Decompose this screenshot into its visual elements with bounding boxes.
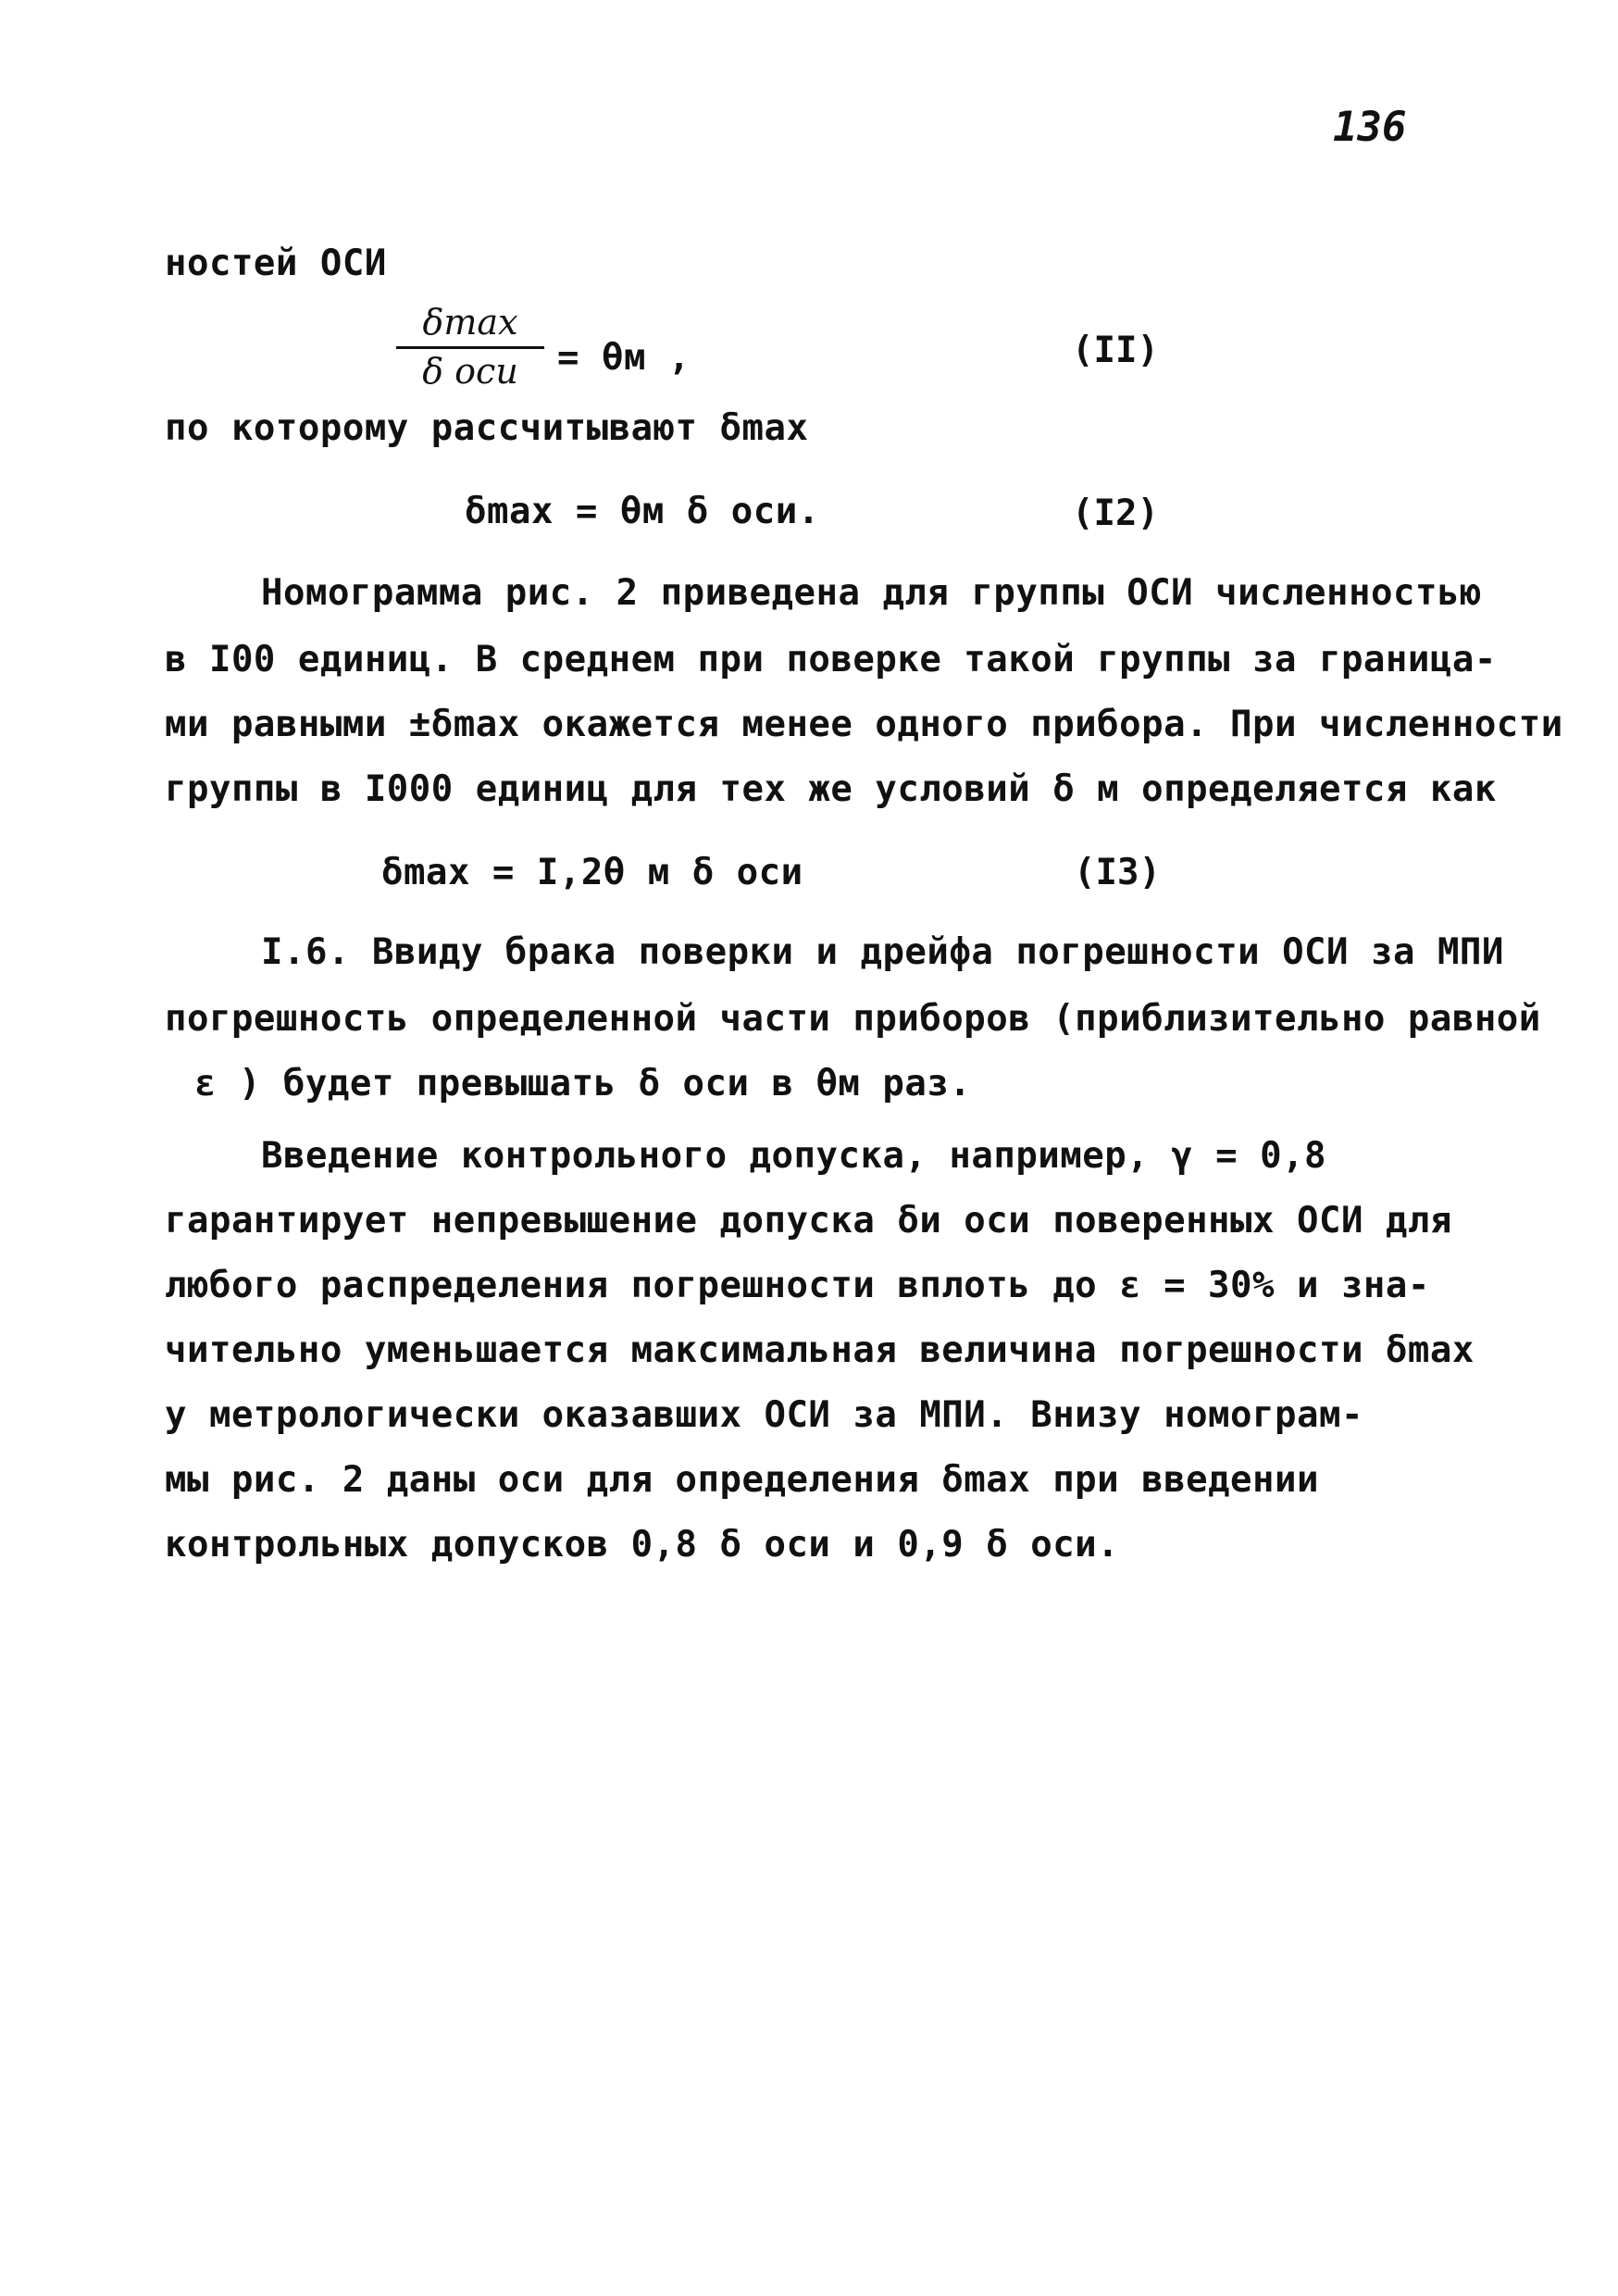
paragraph-2-line-3: ε ) будет превышать δ оси в θм раз. <box>194 1063 972 1104</box>
paragraph-3-line-5: у метрологически оказавших ОСИ за МПИ. Внизу номограм- <box>165 1394 1363 1436</box>
paragraph-3-line-7: контрольных допусков 0,8 δ оси и 0,9 δ оси. <box>165 1524 1120 1566</box>
equation-11-number: (II) <box>1072 330 1159 371</box>
text-line-1: ностей ОСИ <box>165 243 387 284</box>
equation-11-fraction <box>396 302 544 392</box>
paragraph-2-line-2: погрешность определенной части приборов (приблизительно равной <box>165 998 1541 1040</box>
equation-13-number: (I3) <box>1074 852 1161 893</box>
paragraph-3-line-4: чительно уменьшается максимальная величина погрешности δmax <box>165 1329 1475 1371</box>
paragraph-3-line-2: гарантирует непревышение допуска δи оси поверенных ОСИ для <box>165 1200 1452 1242</box>
equation-12: δmax = θм δ оси. <box>465 491 820 532</box>
equation-13: δmax = I,2θ м δ оси <box>381 852 803 893</box>
paragraph-1-line-1: Номограмма рис. 2 приведена для группы ОСИ численностью <box>261 572 1482 614</box>
equation-11-denominator: δ оси <box>422 351 518 392</box>
paragraph-3-line-1: Введение контрольного допуска, например, γ = 0,8 <box>261 1135 1327 1177</box>
equation-11-rhs: = θм , <box>557 337 691 379</box>
text-line-2: по которому рассчитывают δmax <box>165 407 809 449</box>
paragraph-1-line-2: в I00 единиц. В среднем при поверке такой группы за граница- <box>165 639 1497 680</box>
equation-11-numerator: δmax <box>396 302 544 349</box>
paragraph-2-line-1: I.6. Ввиду брака поверки и дрейфа погрешности ОСИ за МПИ <box>261 931 1504 973</box>
paragraph-3-line-6: мы рис. 2 даны оси для определения δmax при введении <box>165 1459 1319 1501</box>
page-number: 136 <box>1333 104 1407 151</box>
paragraph-1-line-3: ми равными ±δmax окажется менее одного прибора. При численности <box>165 704 1563 745</box>
paragraph-1-line-4: группы в I000 единиц для тех же условий δ м определяется как <box>165 768 1497 810</box>
paragraph-3-line-3: любого распределения погрешности вплоть до ε = 30% и зна- <box>165 1265 1430 1306</box>
equation-12-number: (I2) <box>1072 493 1159 534</box>
